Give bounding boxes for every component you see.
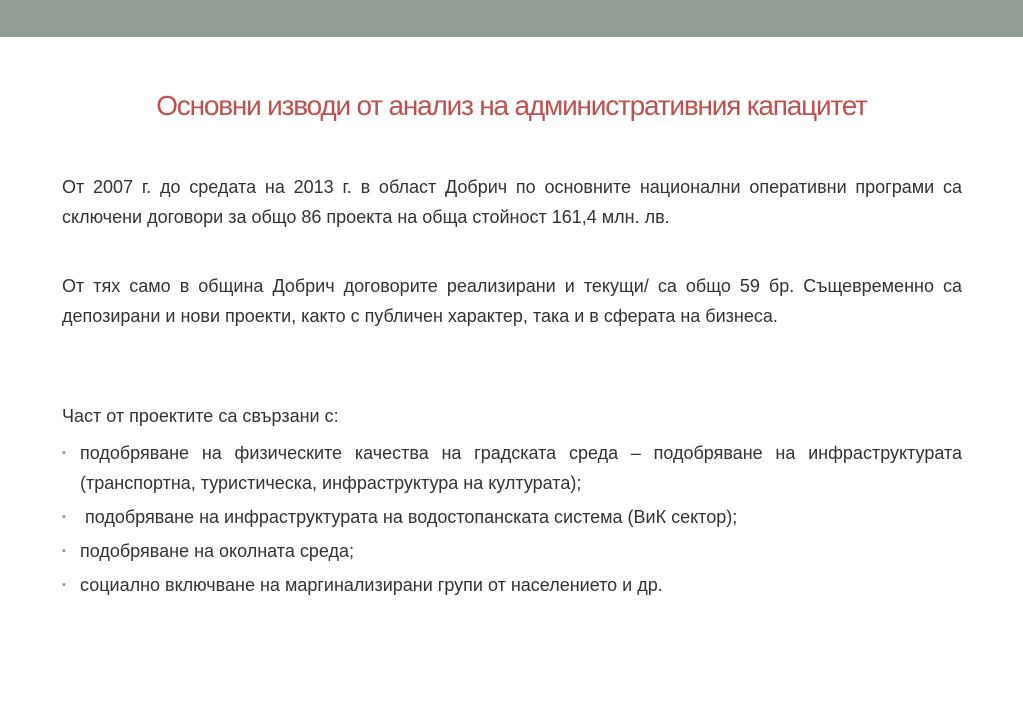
bullet-list <box>62 438 962 604</box>
list-item <box>62 536 962 566</box>
square-bullet-icon: ▪ <box>62 545 66 557</box>
paragraph-dobrich-municipality: От тях само в община Добрич договорите реализирани и текущи/ са общо 59 бр. Същевременно са депозирани и нови проекти, както с публичен характер, така и в сферата на бизнеса. <box>62 276 962 326</box>
list-item <box>62 438 962 498</box>
paragraph-projects-overview: От 2007 г. до средата на 2013 г. в област Добрич по основните национални оперативни програми са сключени договори за общо 86 проекта на обща стойност 161,4 млн. лв. <box>62 177 962 227</box>
list-item <box>62 502 962 532</box>
square-bullet-icon: ▪ <box>62 579 66 591</box>
list-item-text: социално включване на маргинализирани групи от населението и др. <box>80 575 663 595</box>
square-bullet-icon: ▪ <box>62 511 66 523</box>
paragraph-list-intro: Част от проектите са свързани с: <box>62 406 339 426</box>
list-item <box>62 570 962 600</box>
list-item-text: подобряване на околната среда; <box>80 541 354 561</box>
list-item-text: подобряване на инфраструктурата на водостопанската система (ВиК сектор); <box>80 507 738 527</box>
square-bullet-icon: ▪ <box>62 447 66 459</box>
top-accent-bar <box>0 0 1023 37</box>
list-item-text: подобряване на физическите качества на градската среда – подобряване на инфраструктурата (транспортна, туристическа, инфраструктура на културата); <box>80 443 962 493</box>
slide-title: Основни изводи от анализ на административния капацитет <box>156 90 867 121</box>
